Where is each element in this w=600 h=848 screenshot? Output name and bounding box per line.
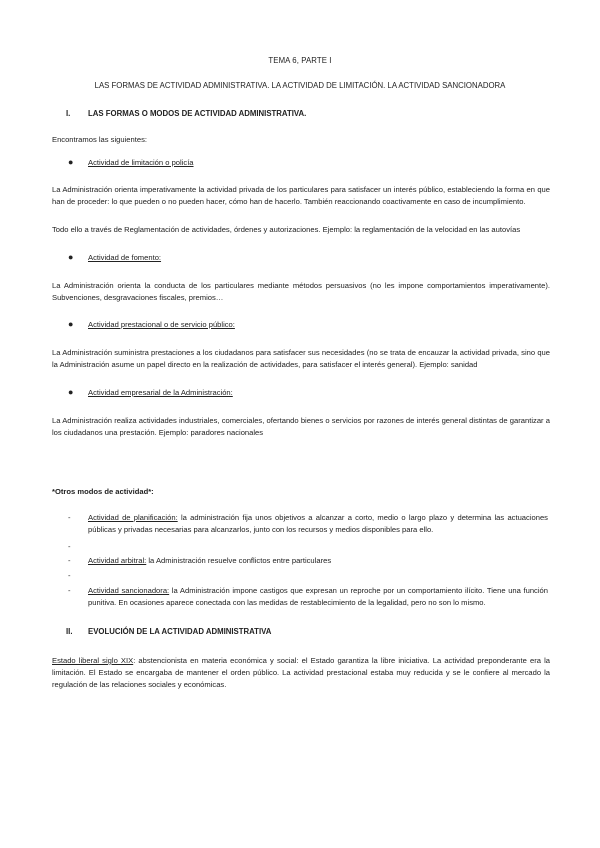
bullet-icon: ● <box>68 157 74 167</box>
list-item-prestacional <box>68 319 235 331</box>
dash-marker: - <box>68 542 71 551</box>
other-item-sancionadora <box>68 585 548 609</box>
list-item-label: Actividad empresarial de la Administración: <box>88 388 233 397</box>
paragraph-limitacion-2: Todo ello a través de Reglamentación de actividades, órdenes y autorizaciones. Ejemplo: la reglamentación de la velocidad en las autovías <box>52 225 521 234</box>
paragraph-limitacion-1: La Administración orienta imperativamente la actividad privada de los particulares para satisfacer un interés público, estableciendo la forma en que han de proceder: lo que pueden o no pueden hacer, cómo han de hacerlo. También reaccionando coactivamente en caso de incumplimiento. <box>52 185 550 207</box>
list-item-limitacion <box>68 157 194 169</box>
section-2-heading <box>66 626 271 638</box>
other-modes-heading: *Otros modos de actividad*: <box>52 487 154 496</box>
other-item-planificacion <box>68 512 548 536</box>
list-item-empresarial <box>68 387 233 399</box>
bullet-icon: ● <box>68 319 74 329</box>
other-item-arbitral <box>68 555 548 567</box>
dash-marker: - <box>68 556 71 565</box>
other-item-label: Actividad arbitral: <box>88 556 147 565</box>
paragraph-estado-liberal <box>52 655 550 691</box>
page-title: TEMA 6, PARTE I <box>268 56 332 65</box>
other-item-text: la administración fija unos objetivos a alcanzar a corto, medio o largo plazo y determina las actuaciones públicas y privadas necesarias para alcanzarlos, junto con los recursos y medios disponibles para ello. <box>88 513 548 535</box>
other-item-label: Actividad de planificación: <box>88 513 178 522</box>
section-2-title: EVOLUCIÓN DE LA ACTIVIDAD ADMINISTRATIVA <box>88 627 272 636</box>
list-item-label: Actividad de limitación o policía <box>88 158 194 167</box>
dash-marker: - <box>68 571 71 580</box>
list-item-label: Actividad prestacional o de servicio público: <box>88 320 235 329</box>
paragraph-prestacional: La Administración suministra prestaciones a los ciudadanos para satisfacer sus necesidades (no se trata de encauzar la actividad privada, sino que la Administración asume un papel directo en la realización de actividades, para satisfacer el interés general). Ejemplo: sanidad <box>52 348 550 370</box>
list-item-fomento <box>68 252 161 264</box>
section-2-number: II. <box>66 627 73 636</box>
section-1-title: LAS FORMAS O MODOS DE ACTIVIDAD ADMINISTRATIVA. <box>88 109 307 118</box>
bullet-icon: ● <box>68 252 74 262</box>
section-1-number: I. <box>66 109 71 118</box>
paragraph-fomento: La Administración orienta la conducta de los particulares mediante métodos persuasivos (no les impone comportamientos imperativamente). Subvenciones, desgravaciones fiscales, premios… <box>52 281 550 303</box>
dash-marker: - <box>68 513 71 522</box>
bullet-icon: ● <box>68 387 74 397</box>
section-1-heading <box>66 108 306 120</box>
list-item-label: Actividad de fomento: <box>88 253 162 262</box>
section-1-intro: Encontramos las siguientes: <box>52 135 147 144</box>
paragraph-label: Estado liberal siglo XIX <box>52 656 134 665</box>
other-item-text: la Administración impone castigos que expresan un reproche por un comportamiento ilícito. Tiene una función punitiva. En ocasiones aparece conectada con las medidas de restablecimiento de la legalidad, pero no son lo mismo. <box>88 586 548 608</box>
page-subtitle: LAS FORMAS DE ACTIVIDAD ADMINISTRATIVA. LA ACTIVIDAD DE LIMITACIÓN. LA ACTIVIDAD SANCIONADORA <box>94 81 506 90</box>
other-item-text: la Administración resuelve conflictos entre particulares <box>146 556 332 565</box>
paragraph-empresarial: La Administración realiza actividades industriales, comerciales, ofertando bienes o servicios por razones de interés general distintas de garantizar a los ciudadanos una prestación. Ejemplo: paradores nacionales <box>52 416 550 438</box>
paragraph-text: : abstencionista en materia económica y social: el Estado garantiza la libre iniciativa. La actividad preponderante era la limitación. El Estado se encargaba de mantener el orden público. La actividad prestacional estaba muy reducida y se le confiere al mercado la regulación de las relaciones sociales y económicas. <box>52 656 550 690</box>
dash-marker: - <box>68 586 71 595</box>
other-item-label: Actividad sancionadora: <box>88 586 170 595</box>
